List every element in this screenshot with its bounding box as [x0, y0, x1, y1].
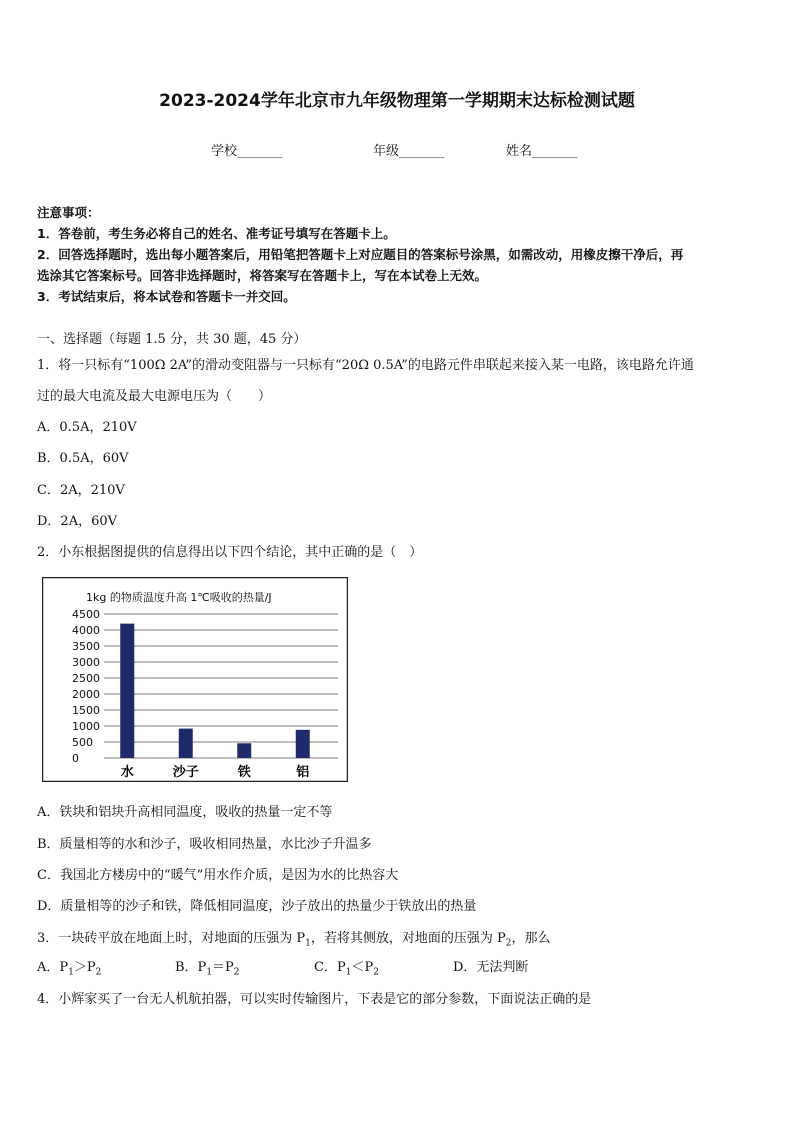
y-tick-label: 4500 — [72, 608, 100, 621]
q3-sub2: 2 — [505, 938, 512, 949]
q2-option-d[interactable]: D．质量相等的沙子和铁，降低相同温度，沙子放出的热量少于铁放出的热量 — [37, 899, 477, 914]
y-tick-label: 1500 — [72, 704, 100, 717]
bar-3 — [296, 730, 310, 758]
chart-title: 1kg 的物质温度升高 1℃吸收的热量/J — [86, 591, 272, 604]
y-tick-label: 2500 — [72, 672, 100, 685]
q1-option-d[interactable]: D．2A，60V — [37, 514, 118, 529]
q3-stem-a: 3．一块砖平放在地面上时，对地面的压强为 P — [37, 931, 306, 946]
y-tick-label: 4000 — [72, 624, 100, 637]
grade-field[interactable]: 年级_______ — [373, 144, 445, 159]
q2-option-b[interactable]: B．质量相等的水和沙子，吸收相同热量，水比沙子升温多 — [37, 837, 372, 852]
q2-option-c[interactable]: C．我国北方楼房中的“暖气”用水作介质，是因为水的比热容大 — [37, 868, 399, 883]
y-tick-label: 500 — [72, 736, 93, 749]
q1-option-a[interactable]: A．0.5A，210V — [37, 420, 137, 435]
y-tick-label: 1000 — [72, 720, 100, 733]
specific-heat-bar-chart — [42, 577, 348, 782]
q3-stem-b: ，若将其侧放，对地面的压强为 P — [310, 931, 506, 946]
q1-option-b[interactable]: B．0.5A，60V — [37, 451, 129, 466]
page-title: 2023-2024学年北京市九年级物理第一学期期末达标检测试题 — [159, 91, 635, 111]
bar-0 — [120, 624, 134, 758]
y-tick-label: 0 — [72, 752, 79, 765]
x-category-label: 铝 — [296, 765, 310, 780]
notice-item-1: 1．答卷前，考生务必将自己的姓名、准考证号填写在答题卡上。 — [37, 226, 396, 241]
bar-2 — [237, 743, 251, 758]
y-tick-label: 3000 — [72, 656, 100, 669]
q3-option-d[interactable]: D．无法判断 — [453, 960, 529, 975]
q4-stem: 4．小辉家买了一台无人机航拍器，可以实时传输图片，下表是它的部分参数，下面说法正确的是 — [37, 992, 592, 1007]
q3-sub1: 1 — [305, 938, 311, 949]
x-category-label: 铁 — [237, 765, 251, 780]
q1-stem-line2: 过的最大电流及最大电源电压为（ ） — [37, 389, 272, 404]
section-heading: 一、选择题（每题 1.5 分，共 30 题，45 分） — [37, 332, 307, 347]
q3-option-b[interactable]: B．$P_1=P_2$ — [175, 960, 240, 978]
notice-item-3: 3．考试结束后，将本试卷和答题卡一并交回。 — [37, 289, 296, 304]
q2-stem: 2．小东根据图提供的信息得出以下四个结论，其中正确的是（ ） — [37, 545, 423, 560]
y-tick-label: 2000 — [72, 688, 100, 701]
q3-stem-c: ，那么 — [511, 931, 551, 946]
x-category-label: 水 — [120, 765, 134, 780]
student-info-row — [0, 140, 794, 160]
notice-heading: 注意事项： — [37, 205, 100, 220]
x-category-label: 沙子 — [172, 765, 199, 780]
notice-item-2-cont: 选涂其它答案标号。回答非选择题时，将答案写在答题卡上，写在本试卷上无效。 — [37, 268, 488, 283]
q1-stem-line1: 1．将一只标有“100Ω 2A”的滑动变阻器与一只标有“20Ω 0.5A”的电路元件串联起来接入某一电路，该电路允许通 — [37, 358, 694, 373]
q3-option-a[interactable]: A．$P_1>P_2$ — [37, 960, 102, 978]
q3-option-c[interactable]: C．$P_1<P_2$ — [314, 960, 379, 978]
notice-item-2: 2．回答选择题时，选出每小题答案后，用铅笔把答题卡上对应题目的答案标号涂黑，如需改动，用橡皮擦干净后，再 — [37, 247, 684, 262]
y-tick-label: 3500 — [72, 640, 100, 653]
q3-stem — [37, 927, 551, 949]
q2-option-a[interactable]: A．铁块和铝块升高相同温度，吸收的热量一定不等 — [37, 805, 333, 820]
school-field[interactable]: 学校_______ — [211, 144, 283, 159]
q1-option-c[interactable]: C．2A，210V — [37, 483, 125, 498]
bar-1 — [179, 729, 193, 758]
name-field[interactable]: 姓名_______ — [506, 144, 578, 159]
